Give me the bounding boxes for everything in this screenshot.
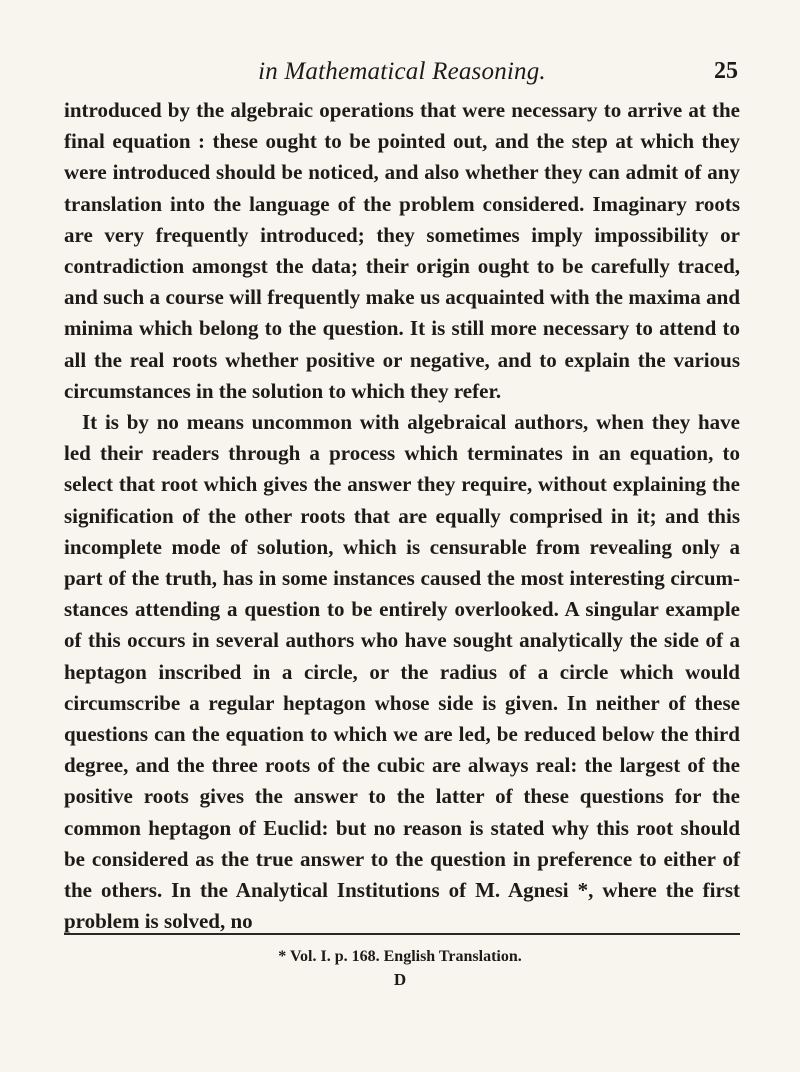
footnote: * Vol. I. p. 168. English Translation. — [278, 948, 522, 965]
running-head — [64, 58, 740, 90]
footnote-divider — [64, 933, 740, 935]
signature-mark: D — [393, 970, 407, 989]
paragraph: It is by no means uncommon with algebraical authors, when they have led their readers through a process which terminates in an equation, to select that root which gives the answer they require, without explaining the signification of the other roots that are equally comprised in it; and this incomplete mode of solution, which is censurable from revealing only a part of the truth, has in some instances caused the most interesting circumstances attending a question to be entirely overlooked. A singular example of this occurs in several authors who have sought analytically the side of a heptagon inscribed in a circle, or the radius of a circle which would circumscribe a regular heptagon whose side is given. In neither of these questions can the equation to which we are led, be reduced below the third degree, and the three roots of the cubic are always real: the largest of the positive roots gives the answer to the latter of these questions for the common heptagon of Euclid: but no reason is stated why this root should be considered as the true answer to the question in preference to either of the others. In the Analytical Institutions of M. Agnesi *, where the first problem is solved, no — [64, 410, 740, 934]
page-number: 25 — [714, 58, 738, 84]
running-title: in Mathematical Reasoning. — [258, 58, 546, 85]
body-text — [64, 95, 740, 937]
paragraph-continued: introduced by the algebraic operations that were necessary to arrive at the final equation : these ought to be pointed out, and the step at which they were introduced should be noticed, and also whether they can admit of any translation into the language of the problem considered. Imaginary roots are very frequently introduced; they sometimes imply impossibility or contradiction amongst the data; their origin ought to be carefully traced, and such a course will frequently make us acquainted with the maxima and minima which belong to the question. It is still more necessary to attend to all the real roots whether positive or negative, and to explain the various circumstances in the solution to which they refer. — [64, 98, 740, 403]
